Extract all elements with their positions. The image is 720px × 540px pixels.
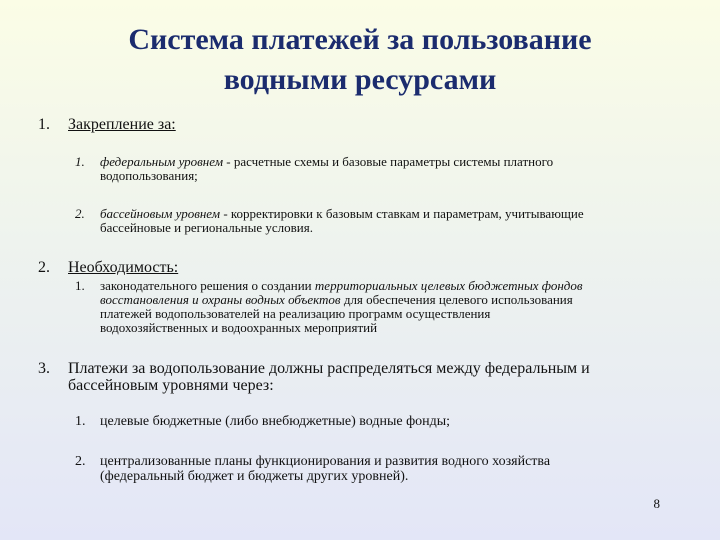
sub-item-2-1-line2-plain: для обеспечения целевого использования <box>340 292 573 307</box>
slide-title <box>0 20 720 100</box>
sub-item-3-2-number: 2. <box>75 454 86 469</box>
sub-item-1-2-text: - корректировки к базовым ставкам и параметрам, учитывающие <box>220 206 584 221</box>
sub-item-1-1-text: - расчетные схемы и базовые параметры системы платного <box>223 154 554 169</box>
slide-title-line2: водными ресурсами <box>223 63 497 96</box>
slide-title-line1: Система платежей за пользование <box>128 23 592 56</box>
sub-item-1-2-number: 2. <box>75 206 85 221</box>
sub-item-2-1-line1-italic: территориальных целевых бюджетных фондов <box>314 278 583 293</box>
sub-item-1-1-line2: водопользования; <box>100 168 198 183</box>
sub-item-2-1-line4: водохозяйственных и водоохранных мероприятий <box>100 320 378 335</box>
list-item-3-line1: Платежи за водопользование должны распределяться между федеральным и <box>68 360 590 377</box>
list-item-2-label: Необходимость: <box>68 259 179 276</box>
sub-item-3-1-number: 1. <box>75 414 86 429</box>
sub-item-2-1-number: 1. <box>75 278 85 293</box>
sub-item-1-2-italic: бассейновым уровнем <box>100 206 221 221</box>
sub-item-1-1-number: 1. <box>75 154 85 169</box>
sub-item-2-1-line1-plain: законодательного решения о создании <box>100 278 315 293</box>
sub-item-3-2-line1: централизованные планы функционирования и развития водного хозяйства <box>100 454 551 469</box>
list-item-1-label: Закрепление за: <box>68 116 176 133</box>
sub-item-1-1-italic: федеральным уровнем <box>100 154 223 169</box>
sub-item-3-2-line2: (федеральный бюджет и бюджеты других уровней). <box>100 469 409 484</box>
list-item-1-number: 1. <box>38 116 50 133</box>
sub-item-2-1-line3: платежей водопользователей на реализацию программ осуществления <box>100 306 491 321</box>
list-item-2-number: 2. <box>38 259 50 276</box>
page-number: 8 <box>653 496 660 511</box>
list-item-3-line2: бассейновым уровнями через: <box>68 377 274 394</box>
sub-item-1-2-line2: бассейновые и региональные условия. <box>100 220 313 235</box>
sub-item-3-1-line1: целевые бюджетные (либо внебюджетные) водные фонды; <box>100 414 451 429</box>
list-item-3-number: 3. <box>38 360 50 377</box>
sub-item-2-1-line2-italic: восстановления и охраны водных объектов <box>100 292 341 307</box>
